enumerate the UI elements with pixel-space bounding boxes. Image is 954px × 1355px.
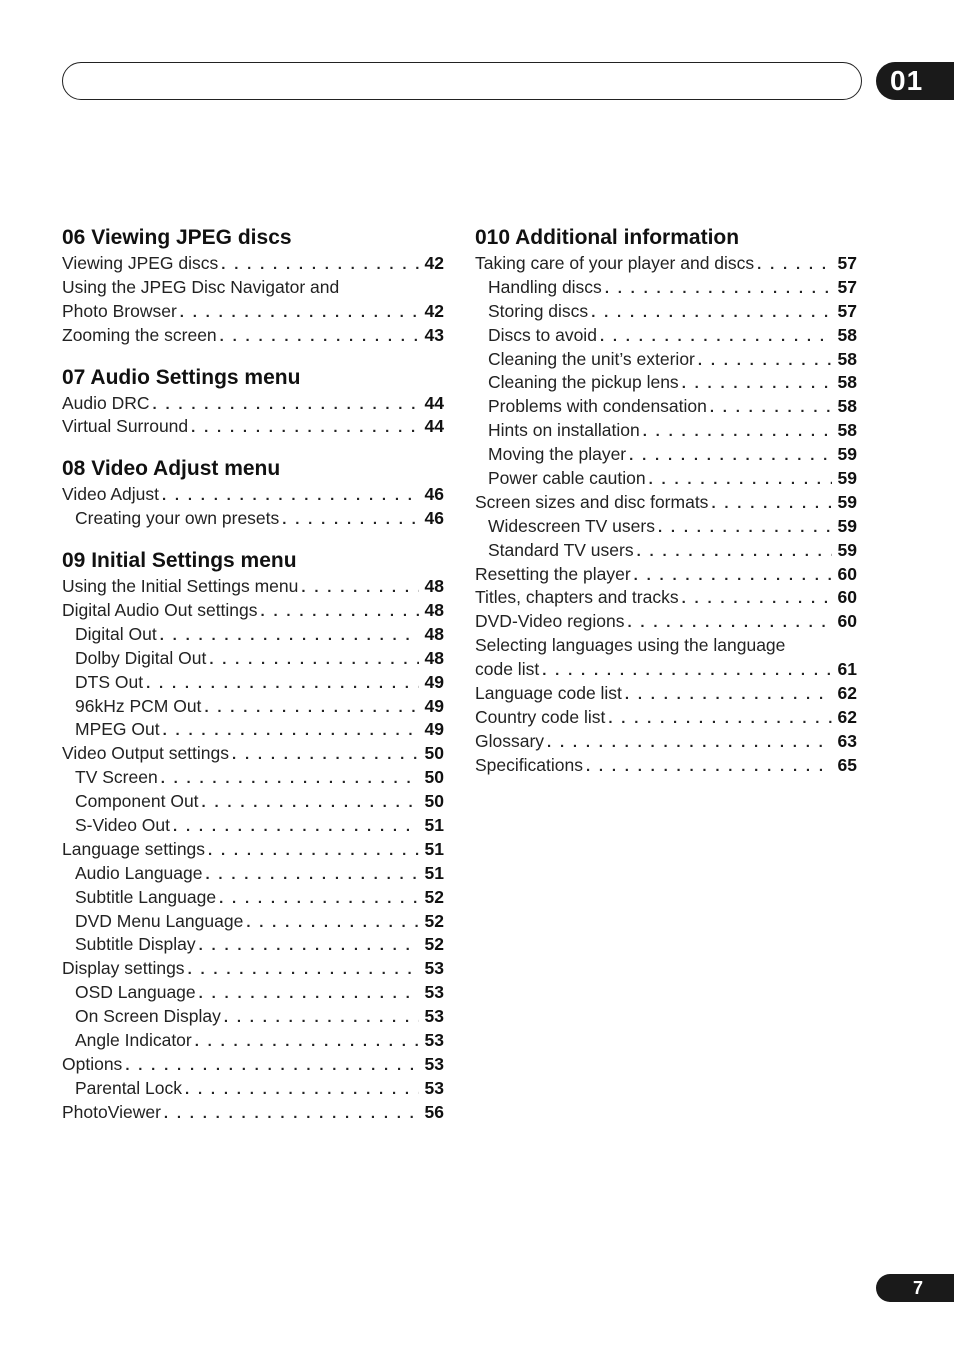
entry-label: Subtitle Language bbox=[75, 886, 217, 907]
entry-page-number: 52 bbox=[424, 910, 444, 931]
dot-leader bbox=[711, 492, 832, 516]
toc-subentry[interactable] bbox=[62, 623, 444, 647]
toc-entry[interactable] bbox=[475, 491, 857, 515]
entry-label: Specifications bbox=[475, 754, 583, 775]
section-heading: 06 Viewing JPEG discs bbox=[62, 226, 292, 249]
dot-leader bbox=[202, 791, 419, 815]
dot-leader bbox=[188, 958, 419, 982]
entry-page-number: 48 bbox=[424, 576, 444, 597]
entry-label: Power cable caution bbox=[488, 468, 646, 489]
toc-subentry[interactable] bbox=[62, 1029, 444, 1053]
dot-leader bbox=[634, 564, 832, 588]
entry-page-number: 65 bbox=[837, 754, 857, 775]
toc-subentry[interactable] bbox=[475, 300, 857, 324]
dot-leader bbox=[542, 659, 832, 683]
toc-entry[interactable] bbox=[475, 252, 857, 276]
entry-page-number: 56 bbox=[424, 1101, 444, 1122]
toc-entry[interactable] bbox=[62, 599, 444, 623]
toc-entry[interactable] bbox=[475, 563, 857, 587]
entry-label: Creating your own presets bbox=[75, 508, 280, 529]
entry-page-number: 44 bbox=[424, 392, 444, 413]
toc-entry[interactable] bbox=[62, 838, 444, 862]
entry-label: Subtitle Display bbox=[75, 934, 196, 955]
entry-label: code list bbox=[475, 659, 540, 680]
toc-subentry[interactable] bbox=[62, 933, 444, 957]
entry-page-number: 49 bbox=[424, 695, 444, 716]
section-heading: 010 Additional information bbox=[475, 226, 740, 249]
entry-page-number: 51 bbox=[424, 815, 444, 836]
toc-subentry[interactable] bbox=[62, 1005, 444, 1029]
entry-page-number: 44 bbox=[424, 416, 444, 437]
entry-label: Using the JPEG Disc Navigator and bbox=[62, 276, 340, 297]
entry-label: Parental Lock bbox=[75, 1077, 183, 1098]
entry-page-number: 59 bbox=[837, 539, 857, 560]
toc-subentry[interactable] bbox=[475, 443, 857, 467]
toc-entry[interactable] bbox=[62, 415, 444, 439]
dot-leader bbox=[199, 982, 419, 1006]
toc-subentry[interactable] bbox=[62, 647, 444, 671]
entry-page-number: 60 bbox=[837, 587, 857, 608]
entry-page-number: 53 bbox=[424, 982, 444, 1003]
entry-label: Selecting languages using the language bbox=[475, 635, 786, 656]
entry-page-number: 57 bbox=[837, 276, 857, 297]
dot-leader bbox=[605, 277, 832, 301]
dot-leader bbox=[161, 767, 419, 791]
toc-subentry[interactable] bbox=[62, 1077, 444, 1101]
entry-page-number: 50 bbox=[424, 743, 444, 764]
entry-label: Screen sizes and disc formats bbox=[475, 491, 709, 512]
entry-page-number: 59 bbox=[837, 491, 857, 512]
toc-subentry[interactable] bbox=[475, 515, 857, 539]
toc-subentry[interactable] bbox=[475, 539, 857, 563]
entry-label: Storing discs bbox=[488, 300, 589, 321]
entry-page-number: 43 bbox=[424, 324, 444, 345]
dot-leader bbox=[164, 1102, 419, 1126]
entry-label: Discs to avoid bbox=[488, 324, 597, 345]
entry-label: Standard TV users bbox=[488, 539, 634, 560]
entry-page-number: 53 bbox=[424, 1053, 444, 1074]
dot-leader bbox=[682, 372, 832, 396]
toc-entry[interactable] bbox=[62, 392, 444, 416]
entry-page-number: 50 bbox=[424, 767, 444, 788]
toc-entry[interactable] bbox=[475, 610, 857, 634]
entry-page-number: 57 bbox=[837, 300, 857, 321]
dot-leader bbox=[608, 707, 832, 731]
toc-entry[interactable] bbox=[62, 1053, 444, 1077]
toc-subentry[interactable] bbox=[62, 862, 444, 886]
toc-section bbox=[62, 455, 444, 531]
page-number-tab: 7 bbox=[876, 1274, 954, 1302]
section-heading: 07 Audio Settings menu bbox=[62, 365, 301, 389]
dot-leader bbox=[757, 253, 832, 277]
entry-page-number: 58 bbox=[837, 372, 857, 393]
toc-entry[interactable] bbox=[475, 730, 857, 754]
entry-label: Handling discs bbox=[488, 276, 602, 297]
toc-entry[interactable] bbox=[62, 300, 444, 324]
entry-page-number: 53 bbox=[424, 1030, 444, 1051]
toc-subentry[interactable] bbox=[62, 814, 444, 838]
dot-leader bbox=[195, 1030, 419, 1054]
entry-label: Options bbox=[62, 1053, 123, 1074]
entry-page-number: 48 bbox=[424, 600, 444, 621]
entry-page-number: 62 bbox=[837, 683, 857, 704]
entry-label: Problems with condensation bbox=[488, 396, 707, 417]
entry-label: Video Adjust bbox=[62, 484, 159, 505]
entry-label: Hints on installation bbox=[488, 420, 640, 441]
dot-leader bbox=[162, 484, 419, 508]
dot-leader bbox=[204, 696, 419, 720]
entry-label: OSD Language bbox=[75, 982, 196, 1003]
entry-label: DVD Menu Language bbox=[75, 910, 244, 931]
entry-page-number: 46 bbox=[424, 484, 444, 505]
entry-label: Digital Out bbox=[75, 623, 157, 644]
entry-label: Virtual Surround bbox=[62, 416, 189, 437]
entry-label: Audio Language bbox=[75, 862, 203, 883]
dot-leader bbox=[224, 1006, 419, 1030]
dot-leader bbox=[173, 815, 419, 839]
entry-page-number: 58 bbox=[837, 324, 857, 345]
toc-entry[interactable] bbox=[62, 276, 444, 300]
entry-page-number: 63 bbox=[837, 730, 857, 751]
entry-page-number: 59 bbox=[837, 444, 857, 465]
entry-page-number: 49 bbox=[424, 671, 444, 692]
toc-subentry[interactable] bbox=[475, 395, 857, 419]
entry-page-number: 49 bbox=[424, 719, 444, 740]
dot-leader bbox=[205, 863, 419, 887]
entry-label: Moving the player bbox=[488, 444, 627, 465]
toc-subentry[interactable] bbox=[62, 910, 444, 934]
entry-label: Video Output settings bbox=[62, 743, 230, 764]
dot-leader bbox=[261, 600, 419, 624]
toc-entry[interactable] bbox=[62, 742, 444, 766]
entry-label: Angle Indicator bbox=[75, 1030, 192, 1051]
dot-leader bbox=[219, 887, 419, 911]
toc-subentry[interactable] bbox=[475, 276, 857, 300]
entry-label: 96kHz PCM Out bbox=[75, 695, 202, 716]
toc-entry[interactable] bbox=[62, 483, 444, 507]
dot-leader bbox=[629, 444, 832, 468]
toc-entry[interactable] bbox=[62, 252, 444, 276]
toc-right-column bbox=[475, 224, 857, 794]
dot-leader bbox=[625, 683, 832, 707]
toc-section bbox=[62, 547, 444, 1124]
dot-leader bbox=[209, 648, 419, 672]
entry-page-number: 42 bbox=[424, 300, 444, 321]
entry-page-number: 60 bbox=[837, 611, 857, 632]
section-heading: 08 Video Adjust menu bbox=[62, 457, 281, 481]
entry-label: Language code list bbox=[475, 683, 622, 704]
dot-leader bbox=[710, 396, 832, 420]
toc-section bbox=[62, 224, 444, 348]
entry-label: MPEG Out bbox=[75, 719, 160, 740]
dot-leader bbox=[163, 719, 419, 743]
entry-label: Titles, chapters and tracks bbox=[475, 587, 679, 608]
entry-label: S-Video Out bbox=[75, 815, 171, 836]
dot-leader bbox=[199, 934, 419, 958]
chapter-number-tab: 01 bbox=[876, 62, 954, 100]
entry-label: Display settings bbox=[62, 958, 185, 979]
toc-subentry[interactable] bbox=[62, 695, 444, 719]
entry-page-number: 48 bbox=[424, 647, 444, 668]
entry-page-number: 58 bbox=[837, 420, 857, 441]
toc-subentry[interactable] bbox=[475, 419, 857, 443]
entry-page-number: 50 bbox=[424, 791, 444, 812]
entry-label: Resetting the player bbox=[475, 563, 631, 584]
entry-label: Glossary bbox=[475, 730, 545, 751]
entry-page-number: 42 bbox=[424, 253, 444, 273]
toc-entry[interactable] bbox=[475, 754, 857, 778]
entry-page-number: 59 bbox=[837, 468, 857, 489]
dot-leader bbox=[185, 1078, 419, 1102]
entry-page-number: 53 bbox=[424, 958, 444, 979]
toc-subentry[interactable] bbox=[475, 348, 857, 372]
toc-entry[interactable] bbox=[475, 706, 857, 730]
toc-entry[interactable] bbox=[475, 682, 857, 706]
dot-leader bbox=[600, 325, 832, 349]
dot-leader bbox=[658, 516, 832, 540]
dot-leader bbox=[586, 755, 832, 779]
entry-page-number: 51 bbox=[424, 862, 444, 883]
toc-subentry[interactable] bbox=[62, 718, 444, 742]
toc-entry[interactable] bbox=[62, 957, 444, 981]
entry-label: Digital Audio Out settings bbox=[62, 600, 258, 621]
entry-page-number: 60 bbox=[837, 563, 857, 584]
entry-label: Dolby Digital Out bbox=[75, 647, 207, 668]
toc-entry[interactable] bbox=[475, 658, 857, 682]
section-heading: 09 Initial Settings menu bbox=[62, 549, 297, 573]
entry-page-number: 52 bbox=[424, 934, 444, 955]
toc-subentry[interactable] bbox=[475, 467, 857, 491]
toc-subentry[interactable] bbox=[62, 507, 444, 531]
dot-leader bbox=[591, 301, 832, 325]
entry-label: Country code list bbox=[475, 706, 606, 727]
dot-leader bbox=[698, 349, 832, 373]
entry-label: Zooming the screen bbox=[62, 324, 217, 345]
entry-label: Cleaning the unit’s exterior bbox=[488, 348, 695, 369]
toc-section bbox=[475, 224, 857, 778]
toc-entry[interactable] bbox=[475, 634, 857, 658]
toc-subentry[interactable] bbox=[62, 790, 444, 814]
dot-leader bbox=[649, 468, 832, 492]
dot-leader bbox=[220, 325, 419, 349]
entry-label: On Screen Display bbox=[75, 1006, 221, 1027]
dot-leader bbox=[627, 611, 832, 635]
toc-subentry[interactable] bbox=[475, 371, 857, 395]
entry-page-number: 61 bbox=[837, 659, 857, 680]
entry-page-number: 58 bbox=[837, 348, 857, 369]
dot-leader bbox=[125, 1054, 419, 1078]
dot-leader bbox=[146, 672, 419, 696]
dot-leader bbox=[160, 624, 419, 648]
entry-label: Cleaning the pickup lens bbox=[488, 372, 679, 393]
toc-entry[interactable] bbox=[62, 1101, 444, 1125]
entry-label: Photo Browser bbox=[62, 300, 177, 321]
entry-page-number: 57 bbox=[837, 253, 857, 273]
dot-leader bbox=[643, 420, 832, 444]
toc-entry[interactable] bbox=[62, 575, 444, 599]
entry-label: Viewing JPEG discs bbox=[62, 253, 219, 273]
entry-label: DVD-Video regions bbox=[475, 611, 625, 632]
dot-leader bbox=[682, 587, 832, 611]
toc-entry[interactable] bbox=[475, 586, 857, 610]
toc-section bbox=[62, 364, 444, 440]
entry-page-number: 48 bbox=[424, 623, 444, 644]
dot-leader bbox=[208, 839, 419, 863]
dot-leader bbox=[637, 540, 832, 564]
dot-leader bbox=[232, 743, 419, 767]
entry-label: Language settings bbox=[62, 838, 206, 859]
toc-subentry[interactable] bbox=[475, 324, 857, 348]
dot-leader bbox=[180, 301, 419, 325]
entry-page-number: 59 bbox=[837, 515, 857, 536]
entry-page-number: 46 bbox=[424, 508, 444, 529]
toc-entry[interactable] bbox=[62, 324, 444, 348]
entry-label: Component Out bbox=[75, 791, 199, 812]
dot-leader bbox=[547, 731, 832, 755]
entry-page-number: 62 bbox=[837, 706, 857, 727]
dot-leader bbox=[191, 416, 419, 440]
entry-page-number: 58 bbox=[837, 396, 857, 417]
entry-label: Widescreen TV users bbox=[488, 515, 655, 536]
entry-label: PhotoViewer bbox=[62, 1101, 161, 1122]
entry-label: Using the Initial Settings menu bbox=[62, 576, 299, 597]
dot-leader bbox=[153, 393, 419, 417]
toc-subentry[interactable] bbox=[62, 981, 444, 1005]
entry-page-number: 51 bbox=[424, 838, 444, 859]
dot-leader bbox=[301, 576, 419, 600]
entry-label: Audio DRC bbox=[62, 392, 150, 413]
entry-page-number: 53 bbox=[424, 1006, 444, 1027]
toc-left-column bbox=[62, 224, 444, 1141]
entry-label: DTS Out bbox=[75, 671, 144, 692]
entry-label: Taking care of your player and discs bbox=[475, 253, 755, 273]
toc-subentry[interactable] bbox=[62, 671, 444, 695]
entry-page-number: 53 bbox=[424, 1077, 444, 1098]
dot-leader bbox=[221, 253, 419, 277]
dot-leader bbox=[246, 911, 419, 935]
toc-subentry[interactable] bbox=[62, 886, 444, 910]
dot-leader bbox=[282, 508, 419, 532]
header-rule-frame bbox=[62, 62, 862, 100]
entry-label: TV Screen bbox=[75, 767, 158, 788]
toc-subentry[interactable] bbox=[62, 766, 444, 790]
entry-page-number: 52 bbox=[424, 886, 444, 907]
